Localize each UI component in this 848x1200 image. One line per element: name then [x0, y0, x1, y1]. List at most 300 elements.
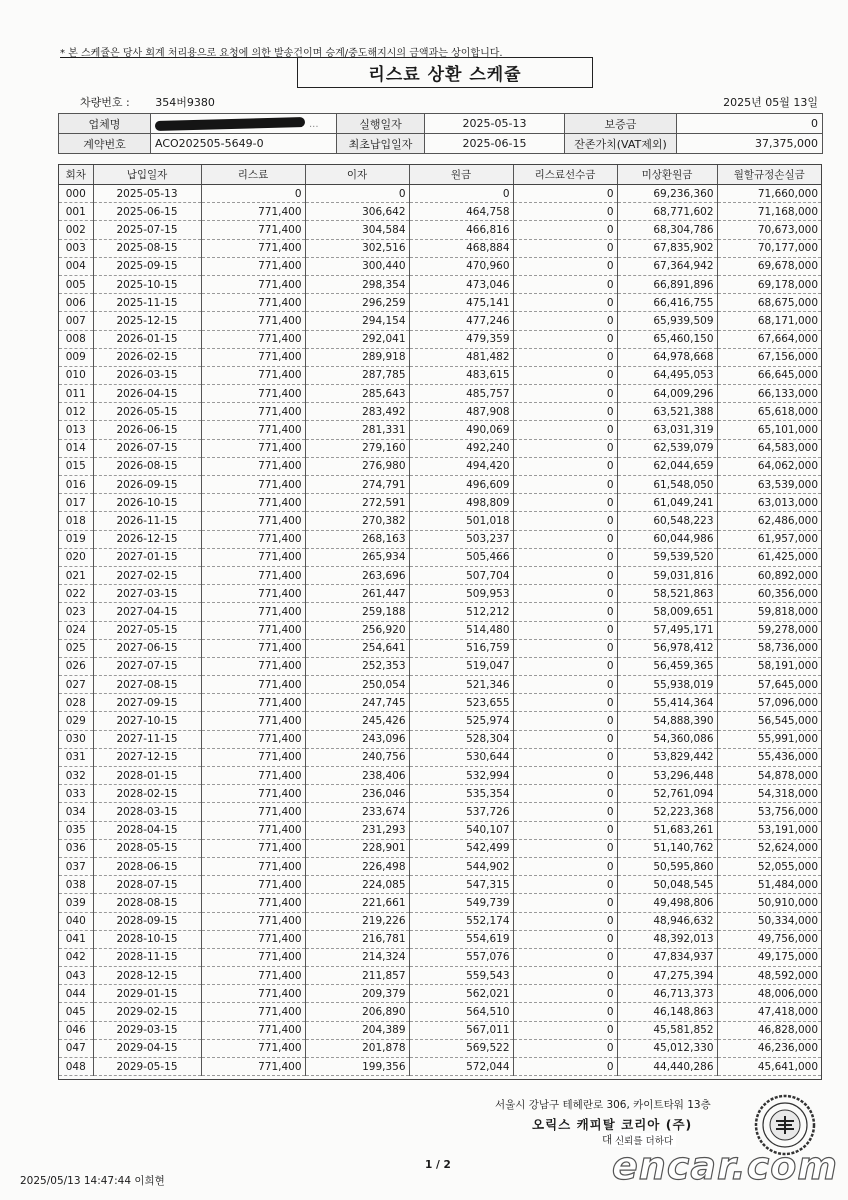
cell-termination-loss: 46,236,000 [717, 1039, 821, 1057]
table-row [59, 985, 821, 1003]
cell-principal: 503,237 [409, 530, 513, 548]
cell-installment-no: 026 [59, 657, 93, 675]
cell-prepayment: 0 [513, 421, 617, 439]
cell-installment-no: 039 [59, 894, 93, 912]
cell-termination-loss: 67,664,000 [717, 330, 821, 348]
col-header-installment: 회차 [59, 165, 93, 185]
cell-lease-fee: 771,400 [201, 312, 305, 330]
cell-pay-date: 2025-12-15 [93, 312, 201, 330]
cell-interest: 270,382 [305, 512, 409, 530]
table-row [59, 967, 821, 985]
cell-outstanding-principal: 44,440,286 [617, 1058, 717, 1076]
cell-termination-loss: 51,484,000 [717, 876, 821, 894]
cell-outstanding-principal: 63,031,319 [617, 421, 717, 439]
cell-outstanding-principal: 55,414,364 [617, 694, 717, 712]
cell-pay-date: 2027-06-15 [93, 639, 201, 657]
cell-interest: 201,878 [305, 1039, 409, 1057]
cell-principal: 523,655 [409, 694, 513, 712]
cell-outstanding-principal: 47,834,937 [617, 948, 717, 966]
cell-outstanding-principal: 57,495,171 [617, 621, 717, 639]
cell-principal: 569,522 [409, 1039, 513, 1057]
page-number: 1 / 2 [425, 1159, 451, 1171]
cell-outstanding-principal: 66,416,755 [617, 294, 717, 312]
table-row [59, 566, 821, 584]
table-row [59, 239, 821, 257]
cell-termination-loss: 63,539,000 [717, 476, 821, 494]
cell-termination-loss: 55,991,000 [717, 730, 821, 748]
cell-lease-fee: 771,400 [201, 912, 305, 930]
cell-termination-loss: 59,818,000 [717, 603, 821, 621]
printed-date: 2025년 05월 13일 [723, 96, 818, 109]
cell-installment-no: 038 [59, 876, 93, 894]
cell-termination-loss: 50,910,000 [717, 894, 821, 912]
cell-prepayment: 0 [513, 912, 617, 930]
cell-interest: 300,440 [305, 257, 409, 275]
cell-interest: 274,791 [305, 476, 409, 494]
cell-pay-date: 2026-02-15 [93, 348, 201, 366]
cell-pay-date: 2028-01-15 [93, 767, 201, 785]
table-row [59, 348, 821, 366]
cell-prepayment: 0 [513, 512, 617, 530]
exec-date-value: 2025-05-13 [425, 114, 565, 134]
cell-outstanding-principal: 61,548,050 [617, 476, 717, 494]
table-row [59, 476, 821, 494]
cell-termination-loss: 65,101,000 [717, 421, 821, 439]
cell-prepayment: 0 [513, 312, 617, 330]
cell-installment-no: 002 [59, 221, 93, 239]
cell-principal: 501,018 [409, 512, 513, 530]
cell-prepayment: 0 [513, 439, 617, 457]
cell-interest: 259,188 [305, 603, 409, 621]
cell-pay-date: 2028-06-15 [93, 857, 201, 875]
table-row [59, 694, 821, 712]
cell-prepayment: 0 [513, 767, 617, 785]
cell-outstanding-principal: 56,978,412 [617, 639, 717, 657]
cell-installment-no: 040 [59, 912, 93, 930]
encar-watermark: encar.com [612, 1144, 838, 1188]
cell-principal: 525,974 [409, 712, 513, 730]
cell-interest: 279,160 [305, 439, 409, 457]
cell-principal: 549,739 [409, 894, 513, 912]
cell-principal: 490,069 [409, 421, 513, 439]
cell-lease-fee: 771,400 [201, 894, 305, 912]
table-row [59, 312, 821, 330]
cell-lease-fee: 771,400 [201, 857, 305, 875]
cell-installment-no: 025 [59, 639, 93, 657]
table-row [59, 676, 821, 694]
cell-lease-fee: 771,400 [201, 257, 305, 275]
cell-termination-loss: 46,828,000 [717, 1021, 821, 1039]
cell-interest: 199,356 [305, 1058, 409, 1076]
cell-pay-date: 2026-04-15 [93, 385, 201, 403]
cell-lease-fee: 771,400 [201, 621, 305, 639]
cell-outstanding-principal: 59,031,816 [617, 566, 717, 584]
cell-installment-no: 014 [59, 439, 93, 457]
first-pay-label: 최초납입일자 [337, 134, 425, 154]
cell-lease-fee: 771,400 [201, 1003, 305, 1021]
cell-interest: 236,046 [305, 785, 409, 803]
cell-outstanding-principal: 49,498,806 [617, 894, 717, 912]
cell-pay-date: 2025-09-15 [93, 257, 201, 275]
table-row [59, 585, 821, 603]
table-row [59, 930, 821, 948]
cell-principal: 572,044 [409, 1058, 513, 1076]
cell-interest: 211,857 [305, 967, 409, 985]
cell-prepayment: 0 [513, 839, 617, 857]
first-pay-value: 2025-06-15 [425, 134, 565, 154]
company-name: 오릭스 캐피탈 코리아 (주) [532, 1117, 693, 1132]
cell-termination-loss: 55,436,000 [717, 748, 821, 766]
cell-installment-no: 046 [59, 1021, 93, 1039]
cell-termination-loss: 65,618,000 [717, 403, 821, 421]
cell-installment-no: 009 [59, 348, 93, 366]
cell-prepayment: 0 [513, 639, 617, 657]
table-row [59, 403, 821, 421]
cell-outstanding-principal: 54,888,390 [617, 712, 717, 730]
cell-interest: 296,259 [305, 294, 409, 312]
table-row [59, 803, 821, 821]
cell-principal: 552,174 [409, 912, 513, 930]
cell-pay-date: 2026-03-15 [93, 366, 201, 384]
cell-interest: 283,492 [305, 403, 409, 421]
cell-lease-fee: 771,400 [201, 239, 305, 257]
cell-prepayment: 0 [513, 1021, 617, 1039]
table-row [59, 1039, 821, 1057]
table-row [59, 457, 821, 475]
cell-lease-fee: 771,400 [201, 985, 305, 1003]
cell-lease-fee: 771,400 [201, 366, 305, 384]
cell-installment-no: 034 [59, 803, 93, 821]
cell-principal: 494,420 [409, 457, 513, 475]
cell-principal: 479,359 [409, 330, 513, 348]
cell-termination-loss: 63,013,000 [717, 494, 821, 512]
cell-interest: 263,696 [305, 566, 409, 584]
cell-pay-date: 2026-10-15 [93, 494, 201, 512]
cell-termination-loss: 69,178,000 [717, 275, 821, 293]
cell-principal: 564,510 [409, 1003, 513, 1021]
cell-lease-fee: 771,400 [201, 275, 305, 293]
cell-outstanding-principal: 48,946,632 [617, 912, 717, 930]
cell-termination-loss: 53,756,000 [717, 803, 821, 821]
cell-outstanding-principal: 54,360,086 [617, 730, 717, 748]
cell-outstanding-principal: 45,581,852 [617, 1021, 717, 1039]
table-row [59, 912, 821, 930]
cell-outstanding-principal: 53,829,442 [617, 748, 717, 766]
cell-prepayment: 0 [513, 566, 617, 584]
cell-pay-date: 2027-08-15 [93, 676, 201, 694]
table-row [59, 730, 821, 748]
cell-lease-fee: 771,400 [201, 494, 305, 512]
company-label: 업체명 [59, 114, 151, 134]
cell-installment-no: 041 [59, 930, 93, 948]
cell-principal: 544,902 [409, 857, 513, 875]
table-row [59, 548, 821, 566]
cell-prepayment: 0 [513, 239, 617, 257]
cell-principal: 470,960 [409, 257, 513, 275]
cell-pay-date: 2026-07-15 [93, 439, 201, 457]
cell-outstanding-principal: 64,978,668 [617, 348, 717, 366]
table-row [59, 366, 821, 384]
col-header-pay-date: 납입일자 [93, 165, 201, 185]
cell-prepayment: 0 [513, 603, 617, 621]
cell-interest: 272,591 [305, 494, 409, 512]
cell-lease-fee: 771,400 [201, 930, 305, 948]
cell-interest: 268,163 [305, 530, 409, 548]
cell-termination-loss: 60,356,000 [717, 585, 821, 603]
cell-interest: 228,901 [305, 839, 409, 857]
cell-lease-fee: 771,400 [201, 585, 305, 603]
table-row [59, 876, 821, 894]
cell-installment-no: 004 [59, 257, 93, 275]
residual-value: 37,375,000 [677, 134, 823, 154]
cell-lease-fee: 771,400 [201, 639, 305, 657]
cell-pay-date: 2028-11-15 [93, 948, 201, 966]
table-row [59, 1021, 821, 1039]
cell-principal: 466,816 [409, 221, 513, 239]
cell-termination-loss: 60,892,000 [717, 566, 821, 584]
cell-principal: 496,609 [409, 476, 513, 494]
cell-interest: 298,354 [305, 275, 409, 293]
table-row [59, 785, 821, 803]
cell-installment-no: 043 [59, 967, 93, 985]
cell-prepayment: 0 [513, 494, 617, 512]
cell-pay-date: 2025-06-15 [93, 203, 201, 221]
table-row [59, 330, 821, 348]
cell-pay-date: 2027-05-15 [93, 621, 201, 639]
cell-interest: 206,890 [305, 1003, 409, 1021]
cell-installment-no: 037 [59, 857, 93, 875]
cell-prepayment: 0 [513, 548, 617, 566]
cell-pay-date: 2026-08-15 [93, 457, 201, 475]
cell-principal: 509,953 [409, 585, 513, 603]
cell-principal: 481,482 [409, 348, 513, 366]
cell-pay-date: 2025-11-15 [93, 294, 201, 312]
cell-interest: 226,498 [305, 857, 409, 875]
cell-installment-no: 017 [59, 494, 93, 512]
cell-lease-fee: 771,400 [201, 967, 305, 985]
cell-principal: 485,757 [409, 385, 513, 403]
cell-termination-loss: 48,006,000 [717, 985, 821, 1003]
cell-pay-date: 2028-03-15 [93, 803, 201, 821]
cell-installment-no: 045 [59, 1003, 93, 1021]
table-row [59, 257, 821, 275]
cell-termination-loss: 47,418,000 [717, 1003, 821, 1021]
cell-lease-fee: 771,400 [201, 821, 305, 839]
cell-installment-no: 015 [59, 457, 93, 475]
cell-termination-loss: 58,736,000 [717, 639, 821, 657]
cell-principal: 547,315 [409, 876, 513, 894]
cell-interest: 289,918 [305, 348, 409, 366]
cell-interest: 304,584 [305, 221, 409, 239]
cell-outstanding-principal: 60,548,223 [617, 512, 717, 530]
cell-pay-date: 2025-08-15 [93, 239, 201, 257]
cell-outstanding-principal: 64,495,053 [617, 366, 717, 384]
cell-principal: 477,246 [409, 312, 513, 330]
cell-outstanding-principal: 46,148,863 [617, 1003, 717, 1021]
cell-lease-fee: 771,400 [201, 767, 305, 785]
cell-installment-no: 024 [59, 621, 93, 639]
cell-pay-date: 2026-05-15 [93, 403, 201, 421]
cell-installment-no: 005 [59, 275, 93, 293]
cell-lease-fee: 771,400 [201, 948, 305, 966]
schedule-header-row [59, 165, 821, 185]
cell-installment-no: 003 [59, 239, 93, 257]
cell-interest: 250,054 [305, 676, 409, 694]
cell-installment-no: 031 [59, 748, 93, 766]
col-header-outstanding: 미상환원금 [617, 165, 717, 185]
cell-outstanding-principal: 59,539,520 [617, 548, 717, 566]
cell-termination-loss: 49,756,000 [717, 930, 821, 948]
cell-lease-fee: 771,400 [201, 421, 305, 439]
cell-interest: 294,154 [305, 312, 409, 330]
cell-outstanding-principal: 46,713,373 [617, 985, 717, 1003]
cell-lease-fee: 771,400 [201, 566, 305, 584]
cell-outstanding-principal: 68,771,602 [617, 203, 717, 221]
cell-prepayment: 0 [513, 730, 617, 748]
cell-installment-no: 012 [59, 403, 93, 421]
col-header-interest: 이자 [305, 165, 409, 185]
cell-pay-date: 2028-08-15 [93, 894, 201, 912]
cell-pay-date: 2028-09-15 [93, 912, 201, 930]
cell-principal: 468,884 [409, 239, 513, 257]
cell-pay-date: 2026-12-15 [93, 530, 201, 548]
cell-installment-no: 048 [59, 1058, 93, 1076]
cell-pay-date: 2025-07-15 [93, 221, 201, 239]
cell-interest: 285,643 [305, 385, 409, 403]
table-row [59, 1003, 821, 1021]
cell-installment-no: 016 [59, 476, 93, 494]
cell-outstanding-principal: 51,140,762 [617, 839, 717, 857]
cell-interest: 247,745 [305, 694, 409, 712]
cell-prepayment: 0 [513, 585, 617, 603]
cell-termination-loss: 58,191,000 [717, 657, 821, 675]
cell-installment-no: 023 [59, 603, 93, 621]
cell-pay-date: 2025-10-15 [93, 275, 201, 293]
cell-pay-date: 2027-01-15 [93, 548, 201, 566]
contract-no-value: ACO202505-5649-0 [151, 134, 337, 154]
cell-lease-fee: 771,400 [201, 439, 305, 457]
table-row [59, 512, 821, 530]
cell-lease-fee: 771,400 [201, 294, 305, 312]
cell-principal: 557,076 [409, 948, 513, 966]
cell-lease-fee: 771,400 [201, 221, 305, 239]
table-row [59, 657, 821, 675]
cell-pay-date: 2027-10-15 [93, 712, 201, 730]
cell-prepayment: 0 [513, 1039, 617, 1057]
cell-lease-fee: 771,400 [201, 712, 305, 730]
cell-principal: 498,809 [409, 494, 513, 512]
contract-no-label: 계약번호 [59, 134, 151, 154]
cell-principal: 532,994 [409, 767, 513, 785]
table-row [59, 948, 821, 966]
cell-interest: 221,661 [305, 894, 409, 912]
cell-prepayment: 0 [513, 403, 617, 421]
cell-termination-loss: 57,096,000 [717, 694, 821, 712]
table-row [59, 712, 821, 730]
cell-installment-no: 010 [59, 366, 93, 384]
cell-termination-loss: 54,878,000 [717, 767, 821, 785]
cell-pay-date: 2026-01-15 [93, 330, 201, 348]
cell-prepayment: 0 [513, 185, 617, 203]
cell-principal: 542,499 [409, 839, 513, 857]
col-header-lease-fee: 리스료 [201, 165, 305, 185]
cell-pay-date: 2027-12-15 [93, 748, 201, 766]
cell-pay-date: 2027-02-15 [93, 566, 201, 584]
cell-prepayment: 0 [513, 676, 617, 694]
cell-pay-date: 2026-09-15 [93, 476, 201, 494]
table-row [59, 894, 821, 912]
cell-termination-loss: 56,545,000 [717, 712, 821, 730]
table-row [59, 603, 821, 621]
cell-principal: 505,466 [409, 548, 513, 566]
cell-lease-fee: 771,400 [201, 348, 305, 366]
col-header-prepayment: 리스료선수금 [513, 165, 617, 185]
notice-text: * 본 스케쥴은 당사 회계 처리용으로 요청에 의한 발송건이며 승계/중도해지시의 금액과는 상이합니다. [60, 48, 503, 59]
cell-outstanding-principal: 67,835,902 [617, 239, 717, 257]
cell-outstanding-principal: 52,223,368 [617, 803, 717, 821]
cell-termination-loss: 64,062,000 [717, 457, 821, 475]
cell-outstanding-principal: 67,364,942 [617, 257, 717, 275]
table-row [59, 275, 821, 293]
cell-principal: 492,240 [409, 439, 513, 457]
cell-lease-fee: 771,400 [201, 876, 305, 894]
cell-prepayment: 0 [513, 294, 617, 312]
cell-termination-loss: 57,645,000 [717, 676, 821, 694]
cell-pay-date: 2029-03-15 [93, 1021, 201, 1039]
cell-interest: 231,293 [305, 821, 409, 839]
cell-principal: 473,046 [409, 275, 513, 293]
cell-lease-fee: 0 [201, 185, 305, 203]
cell-lease-fee: 771,400 [201, 457, 305, 475]
vehicle-label: 차량번호 : [80, 96, 130, 109]
cell-principal: 507,704 [409, 566, 513, 584]
table-row [59, 385, 821, 403]
table-row [59, 294, 821, 312]
cell-interest: 252,353 [305, 657, 409, 675]
cell-pay-date: 2027-07-15 [93, 657, 201, 675]
cell-outstanding-principal: 50,595,860 [617, 857, 717, 875]
cell-outstanding-principal: 61,049,241 [617, 494, 717, 512]
cell-prepayment: 0 [513, 857, 617, 875]
cell-principal: 521,346 [409, 676, 513, 694]
cell-lease-fee: 771,400 [201, 530, 305, 548]
cell-lease-fee: 771,400 [201, 1058, 305, 1076]
residual-label: 잔존가치(VAT제외) [565, 134, 677, 154]
cell-principal: 483,615 [409, 366, 513, 384]
cell-installment-no: 019 [59, 530, 93, 548]
cell-lease-fee: 771,400 [201, 330, 305, 348]
cell-interest: 224,085 [305, 876, 409, 894]
cell-lease-fee: 771,400 [201, 748, 305, 766]
cell-pay-date: 2027-09-15 [93, 694, 201, 712]
cell-outstanding-principal: 62,539,079 [617, 439, 717, 457]
company-address: 서울시 강남구 테헤란로 306, 카이트타워 13층 [495, 1099, 711, 1111]
cell-outstanding-principal: 51,683,261 [617, 821, 717, 839]
cell-prepayment: 0 [513, 930, 617, 948]
cell-outstanding-principal: 48,392,013 [617, 930, 717, 948]
cell-prepayment: 0 [513, 530, 617, 548]
cell-prepayment: 0 [513, 366, 617, 384]
cell-outstanding-principal: 58,521,863 [617, 585, 717, 603]
cell-installment-no: 033 [59, 785, 93, 803]
cell-prepayment: 0 [513, 257, 617, 275]
cell-lease-fee: 771,400 [201, 785, 305, 803]
cell-pay-date: 2028-10-15 [93, 930, 201, 948]
cell-installment-no: 029 [59, 712, 93, 730]
cell-prepayment: 0 [513, 221, 617, 239]
cell-interest: 209,379 [305, 985, 409, 1003]
cell-pay-date: 2028-07-15 [93, 876, 201, 894]
